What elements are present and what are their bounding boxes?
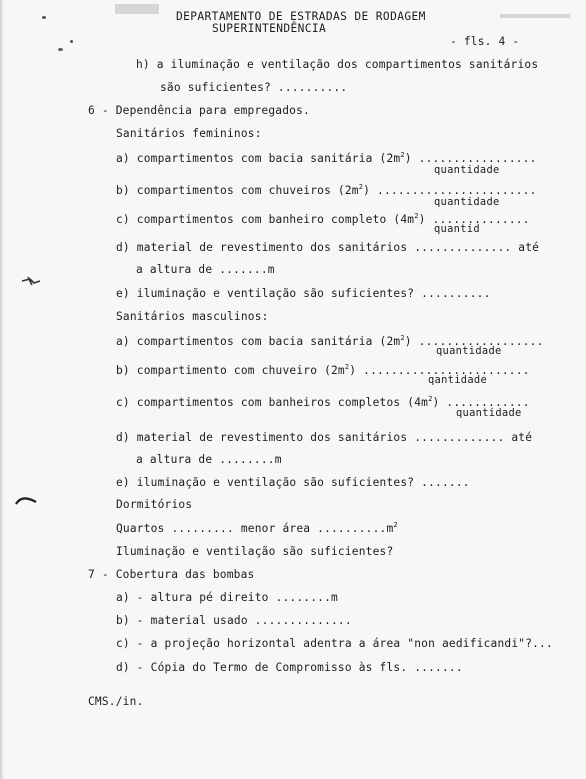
female-item-c: c) compartimentos com banheiro completo $(4m^2)$ ..............	[116, 212, 530, 226]
male-item-e: e) iluminação e ventilação são suficientes? .......	[116, 476, 470, 489]
male-item-d-continued: a altura de ........m	[136, 453, 282, 466]
dormitories-heading: Dormitórios	[116, 498, 193, 511]
male-item-c: c) compartimentos com banheiros completos $(4m^2)$ ............	[116, 395, 530, 409]
scan-edge-shadow	[0, 0, 4, 779]
male-item-c-quantity-label: quantidade	[456, 407, 522, 419]
scan-smudge-top	[115, 4, 159, 14]
section-6-heading: 6 - Dependência para empregados.	[88, 104, 310, 117]
male-item-b-quantity-label: qantidade	[428, 374, 488, 386]
scan-mark-squiggle	[20, 275, 44, 289]
female-item-b: b) compartimentos com chuveiros $(2m^2)$ .......................	[116, 183, 537, 197]
header-line-2: SUPERINTENDÊNCIA	[212, 22, 327, 35]
item-h: h) a iluminação e ventilação dos compartimentos sanitários	[136, 58, 539, 71]
item-h-continued: são suficientes? ..........	[160, 81, 348, 94]
page-reference: - fls. 4 -	[450, 35, 520, 48]
female-item-d: d) material de revestimento dos sanitários .............. até	[116, 241, 540, 254]
header-line-1: DEPARTAMENTO DE ESTRADAS DE RODAGEM	[176, 10, 426, 23]
male-item-d: d) material de revestimento dos sanitários ............. até	[116, 431, 533, 444]
lighting-question: Iluminação e ventilação são suficientes?	[116, 545, 394, 558]
male-item-b: b) compartimento com chuveiro $(2m^2)$ ........................	[116, 363, 530, 377]
footer-initials: CMS./in.	[88, 695, 144, 708]
male-item-a: a) compartimentos com bacia sanitária $(2m^2)$ ..................	[116, 334, 544, 348]
section-7-item-c: c) - a projeção horizontal adentra a área "non aedificandi"?...	[116, 637, 553, 650]
section-7-item-b: b) - material usado ..............	[116, 614, 352, 627]
scan-mark-arc	[14, 494, 40, 506]
female-item-b-quantity-label: quantidade	[434, 196, 500, 208]
male-sanitaries-heading: Sanitários masculinos:	[116, 310, 269, 323]
scan-mark	[58, 48, 63, 51]
scan-mark	[70, 40, 73, 43]
rooms-line: Quartos ......... menor área $..........m^2$	[116, 521, 398, 535]
female-item-c-quantity-label: quantid	[434, 223, 480, 235]
female-sanitaries-heading: Sanitários femininos:	[116, 127, 262, 140]
section-7-item-d: d) - Cópia do Termo de Compromisso às fls. .......	[116, 661, 463, 674]
section-7-heading: 7 - Cobertura das bombas	[88, 568, 255, 581]
scan-smudge-right	[500, 14, 570, 18]
male-item-a-quantity-label: quantidade	[436, 345, 502, 357]
female-item-d-continued: a altura de .......m	[136, 263, 275, 276]
scan-mark	[42, 16, 46, 19]
female-item-a: a) compartimentos com bacia sanitária $(2m^2)$ .................	[116, 151, 537, 165]
female-item-a-quantity-label: quantidade	[434, 164, 500, 176]
female-item-e: e) iluminação e ventilação são suficientes? ..........	[116, 287, 491, 300]
section-7-item-a: a) - altura pé direito ........m	[116, 591, 338, 604]
